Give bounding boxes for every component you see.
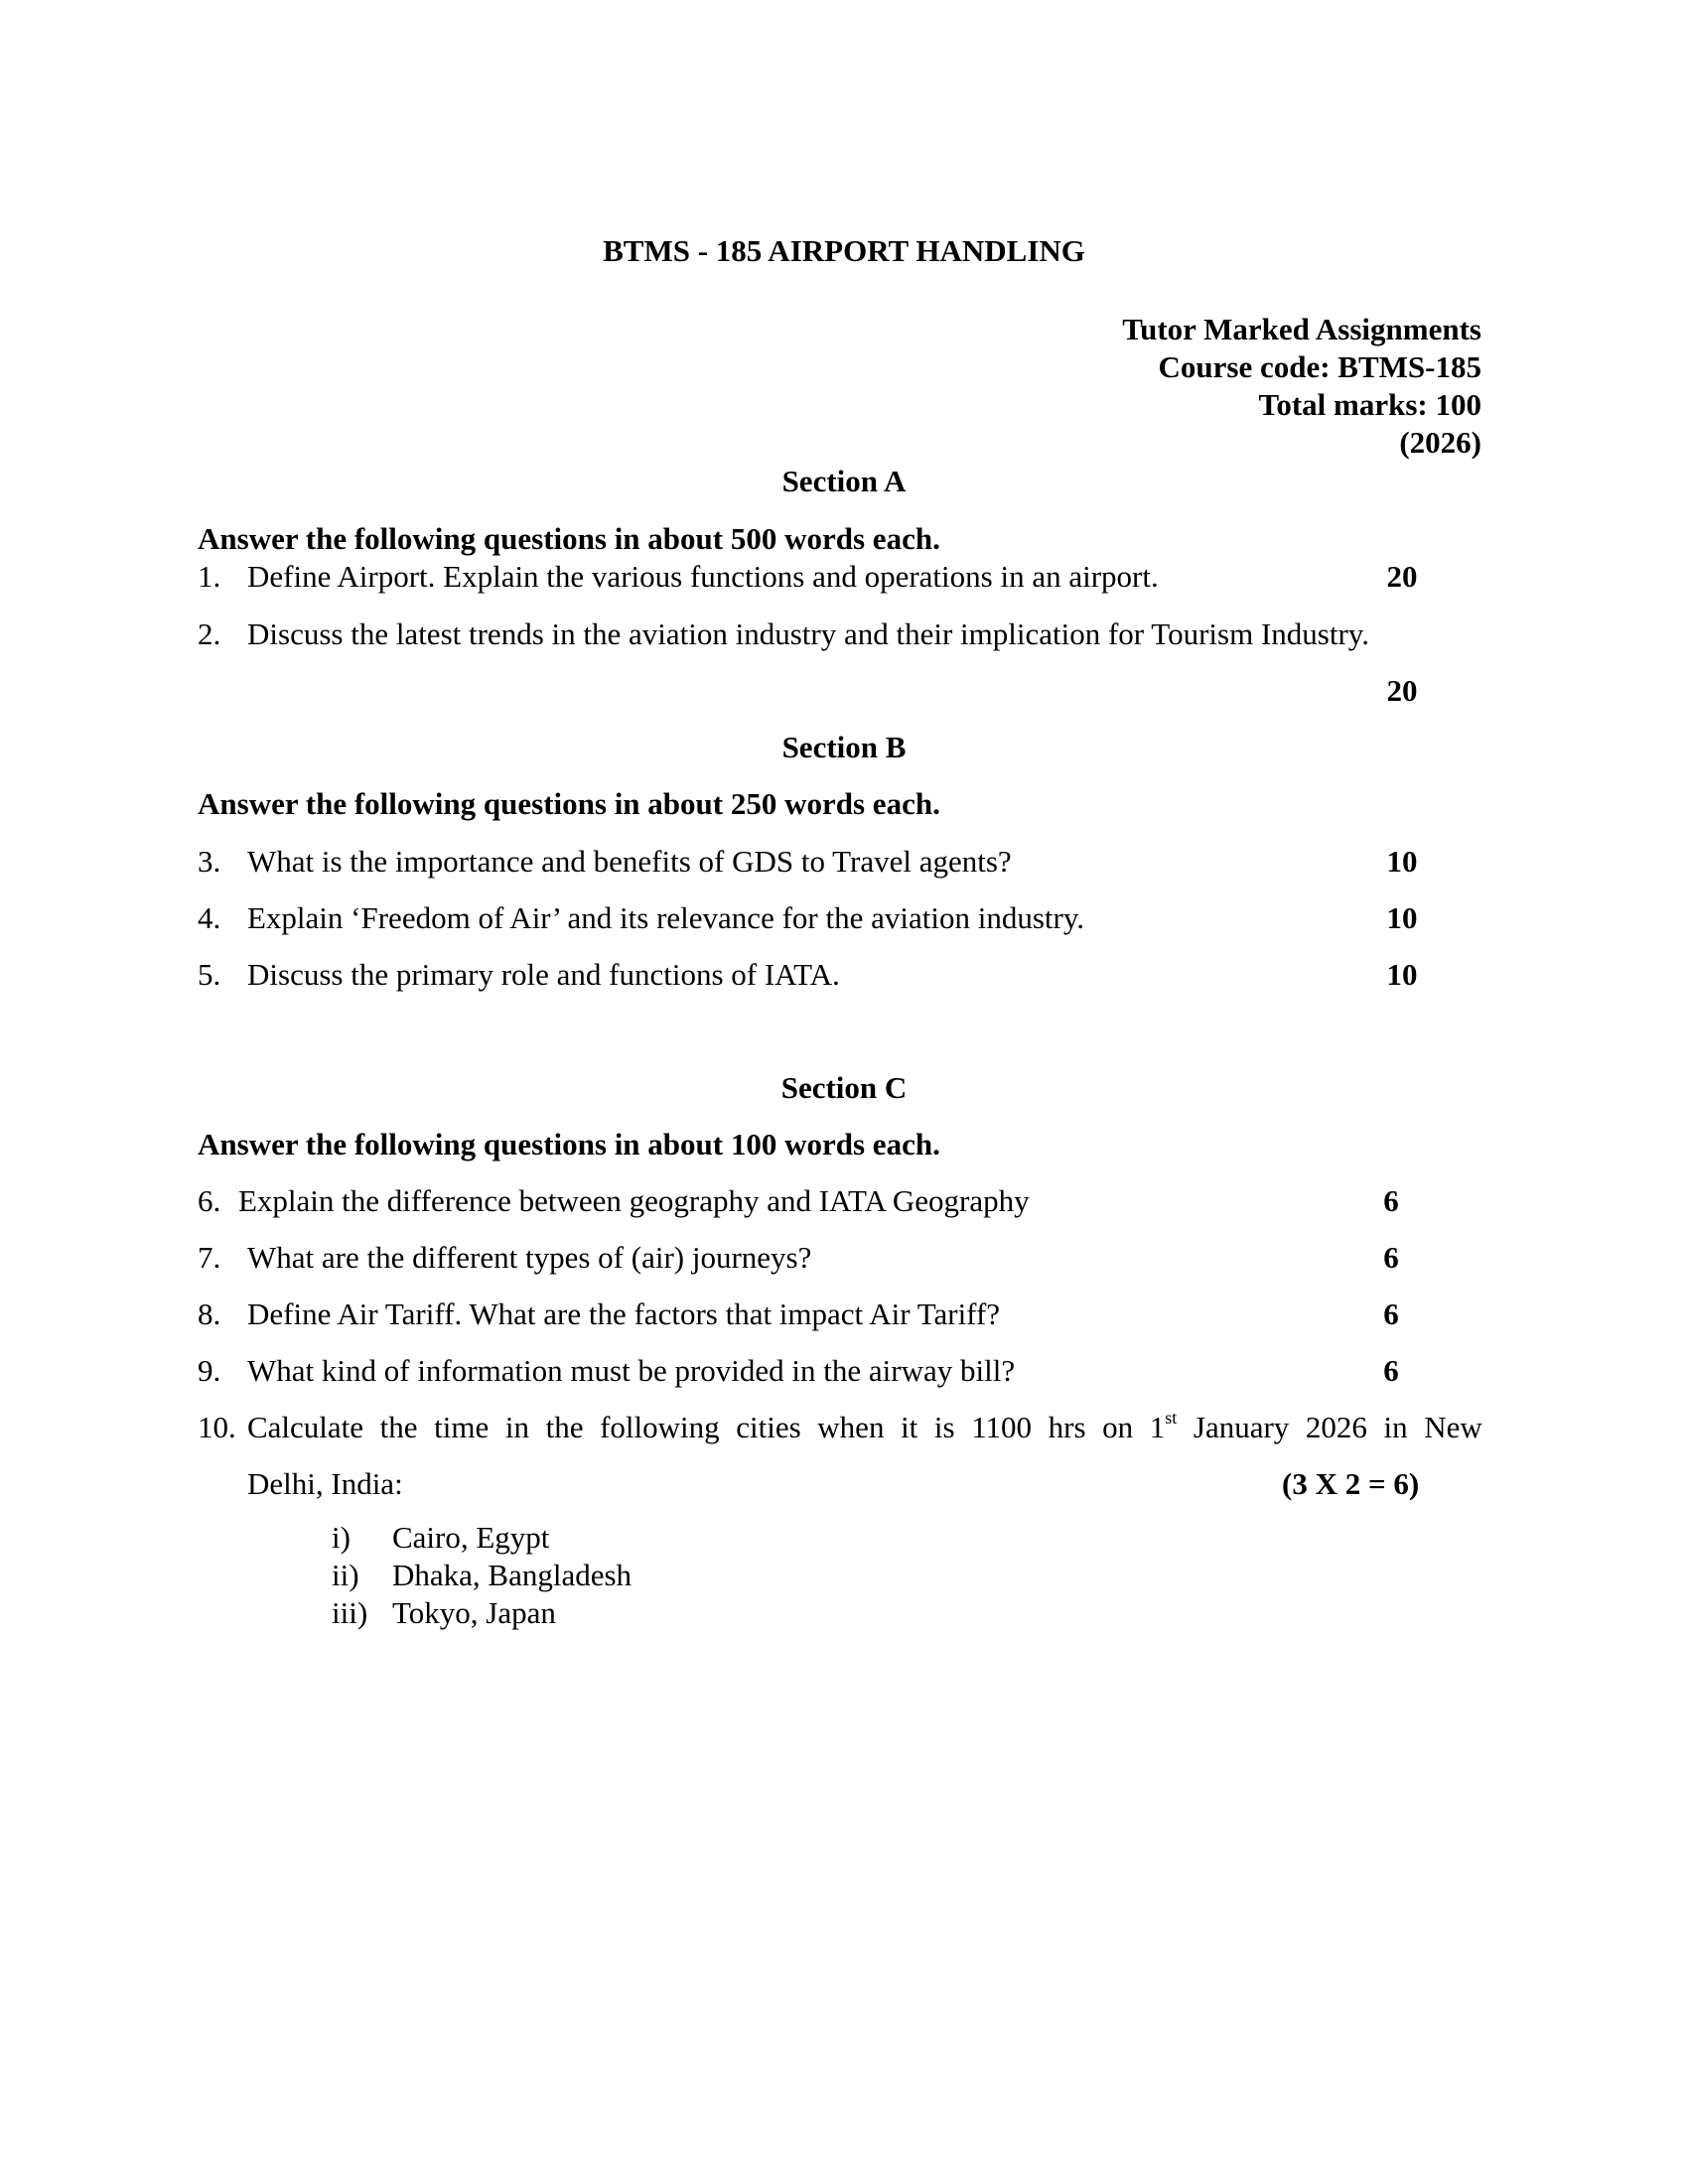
word: when xyxy=(817,1410,885,1444)
question-number: 10. xyxy=(198,1410,236,1444)
section-c-instruction: Answer the following questions in about 100 words each. xyxy=(198,1127,940,1161)
question-marks: 10 xyxy=(1386,957,1418,992)
word: time xyxy=(434,1410,490,1444)
question-number: 6. xyxy=(198,1183,221,1218)
section-a-instruction: Answer the following questions in about 500 words each. xyxy=(198,521,940,556)
date-day xyxy=(1150,1409,1178,1446)
word: the xyxy=(379,1410,418,1444)
word: the xyxy=(545,1410,584,1444)
question-marks: 6 xyxy=(1383,1240,1399,1275)
question-text: Define Airport. Explain the various functions and operations in an airport. xyxy=(247,559,1159,594)
question-number: 2. xyxy=(198,616,221,651)
word: 1100 xyxy=(971,1410,1033,1444)
question-text: Discuss the latest trends in the aviation industry and their implication for Tourism Industry. xyxy=(247,616,1370,651)
word: 2026 xyxy=(1305,1410,1367,1444)
question-number: 5. xyxy=(198,957,221,992)
question-marks: 6 xyxy=(1383,1297,1399,1331)
question-text: What is the importance and benefits of GDS to Travel agents? xyxy=(247,844,1012,879)
question-marks: 20 xyxy=(1386,673,1418,708)
document-title: BTMS - 185 AIRPORT HANDLING xyxy=(603,233,1085,268)
word: in xyxy=(1383,1410,1408,1444)
question-text: What kind of information must be provided in the airway bill? xyxy=(247,1353,1016,1388)
word: hrs xyxy=(1048,1410,1086,1444)
section-b-instruction: Answer the following questions in about 250 words each. xyxy=(198,786,940,821)
question-marks: 20 xyxy=(1386,559,1418,594)
word: cities xyxy=(736,1410,801,1444)
sub-item-label: i) xyxy=(332,1520,351,1555)
question-text: Discuss the primary role and functions of IATA. xyxy=(247,957,840,992)
sub-item-text: Dhaka, Bangladesh xyxy=(392,1558,633,1592)
header-course-code: Course code: BTMS-185 xyxy=(1158,349,1481,384)
sub-item-text: Tokyo, Japan xyxy=(392,1595,556,1630)
question-number: 3. xyxy=(198,844,221,879)
question-text: Explain ‘Freedom of Air’ and its relevance for the aviation industry. xyxy=(247,900,1085,935)
question-number: 7. xyxy=(198,1240,221,1275)
sub-item-label: ii) xyxy=(332,1558,359,1592)
word: in xyxy=(504,1410,529,1444)
section-c-heading: Section C xyxy=(780,1070,908,1105)
question-text: What are the different types of (air) journeys? xyxy=(247,1240,812,1275)
sub-item-text: Cairo, Egypt xyxy=(392,1520,550,1555)
question-marks: (3 X 2 = 6) xyxy=(1282,1466,1420,1501)
word: New xyxy=(1424,1410,1482,1444)
word: following xyxy=(600,1410,720,1444)
ordinal-superscript: st xyxy=(1165,1408,1178,1428)
question-marks: 6 xyxy=(1383,1183,1399,1218)
question-marks: 10 xyxy=(1386,900,1418,935)
word: Calculate xyxy=(247,1410,364,1444)
header-assignment-type: Tutor Marked Assignments xyxy=(1122,312,1481,346)
word: on xyxy=(1102,1410,1134,1444)
question-number: 8. xyxy=(198,1297,221,1331)
question-text: Define Air Tariff. What are the factors that impact Air Tariff? xyxy=(247,1297,1001,1331)
question-text: Explain the difference between geography and IATA Geography xyxy=(238,1183,1030,1218)
section-a-heading: Section A xyxy=(781,464,907,498)
sub-item-label: iii) xyxy=(332,1595,368,1630)
word: is xyxy=(933,1410,955,1444)
header-year: (2026) xyxy=(1399,425,1481,460)
section-b-heading: Section B xyxy=(781,730,907,764)
question-number: 4. xyxy=(198,900,221,935)
question-10-line-1 xyxy=(247,1409,1482,1446)
question-marks: 6 xyxy=(1383,1353,1399,1388)
word: 1 xyxy=(1149,1410,1166,1444)
word: January xyxy=(1193,1410,1290,1444)
word: it xyxy=(901,1410,918,1444)
question-number: 9. xyxy=(198,1353,221,1388)
header-total-marks: Total marks: 100 xyxy=(1258,387,1481,422)
question-10-line-2: Delhi, India: xyxy=(247,1466,403,1501)
question-marks: 10 xyxy=(1386,844,1418,879)
question-number: 1. xyxy=(198,559,221,594)
